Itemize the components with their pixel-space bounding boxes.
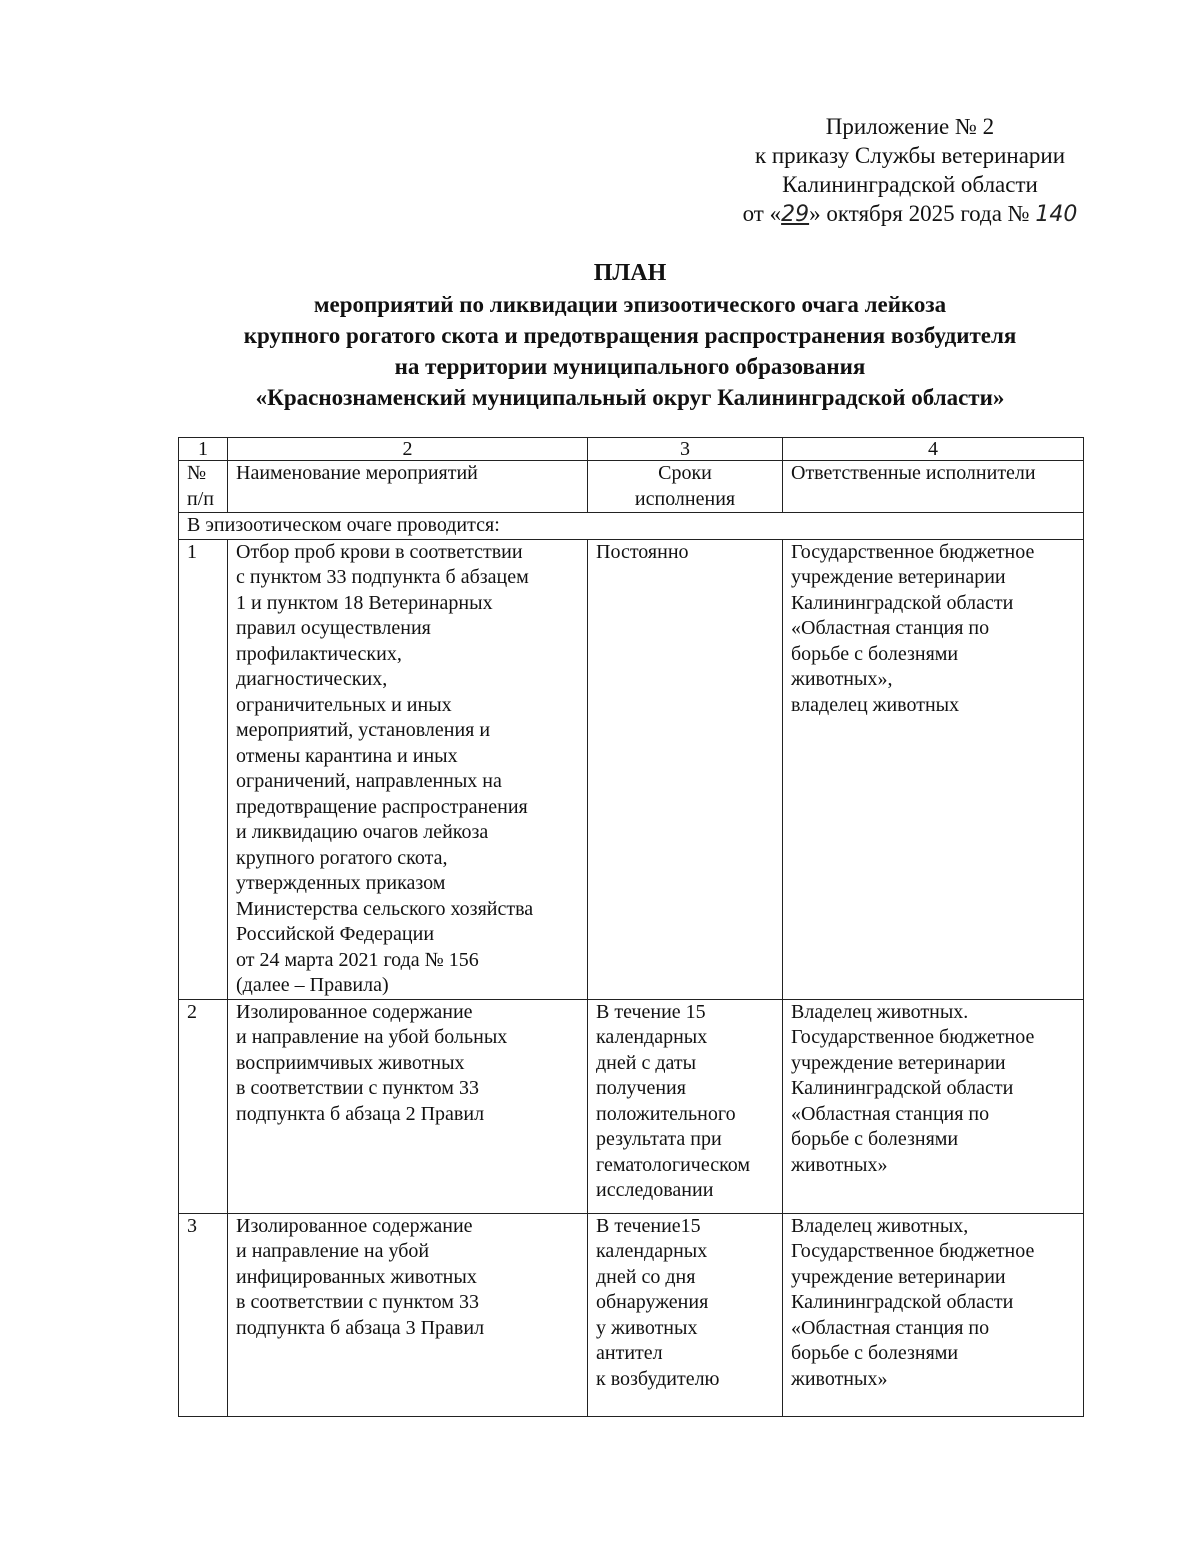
row-number: 2 xyxy=(179,999,228,1213)
title-heading: ПЛАН xyxy=(593,260,667,286)
section-title: В эпизоотическом очаге проводится: xyxy=(179,513,1084,540)
row-deadline: Постоянно xyxy=(588,539,783,999)
table-row xyxy=(179,539,1084,999)
row-responsible: Государственное бюджетное учреждение ветеринарии Калининградской области «Областная станция по борьбе с болезнями животных», владелец животных xyxy=(783,539,1084,999)
column-number: 3 xyxy=(588,438,783,461)
header-responsible: Ответственные исполнители xyxy=(783,461,1084,513)
section-row xyxy=(179,513,1084,540)
row-activity: Изолированное содержание и направление на убой больных восприимчивых животных в соответствии с пунктом 33 подпункта б абзаца 2 Правил xyxy=(228,999,588,1213)
title-line-3: на территории муниципального образования xyxy=(394,354,866,379)
row-deadline: В течение15 календарных дней со дня обнаружения у животных антител к возбудителю xyxy=(588,1213,783,1416)
date-middle: » октября 2025 года № xyxy=(809,201,1036,226)
document-title xyxy=(100,258,1160,413)
row-number: 1 xyxy=(179,539,228,999)
column-number: 4 xyxy=(783,438,1084,461)
table-row xyxy=(179,999,1084,1213)
row-responsible: Владелец животных. Государственное бюджетное учреждение ветеринарии Калининградской области «Областная станция по борьбе с болезнями животных» xyxy=(783,999,1084,1213)
title-line-1: мероприятий по ликвидации эпизоотического очага лейкоза xyxy=(313,292,947,317)
row-responsible: Владелец животных, Государственное бюджетное учреждение ветеринарии Калининградской области «Областная станция по борьбе с болезнями животных» xyxy=(783,1213,1084,1416)
handwritten-order-number: 140 xyxy=(1035,202,1078,227)
handwritten-day: 29 xyxy=(781,202,810,227)
date-prefix: от « xyxy=(742,201,782,226)
table-row xyxy=(179,1213,1084,1416)
title-line-4: «Краснознаменский муниципальный округ Калининградской области» xyxy=(255,385,1005,410)
appendix-number: Приложение № 2 xyxy=(825,114,995,139)
appendix-order-ref: к приказу Службы ветеринарии xyxy=(754,143,1066,168)
row-deadline: В течение 15 календарных дней с даты получения положительного результата при гематологическом исследовании xyxy=(588,999,783,1213)
header-row xyxy=(179,461,1084,513)
title-line-2: крупного рогатого скота и предотвращения распространения возбудителя xyxy=(243,323,1017,348)
row-activity: Отбор проб крови в соответствии с пунктом 33 подпункта б абзацем 1 и пунктом 18 Ветеринарных правил осуществления профилактических, диагностических, ограничительных и иных мероприятий, установления и отмены карантина и иных ограничений, направленных на предотвращение распространения и ликвидацию очагов лейкоза крупного рогатого скота, утвержденных приказом Министерства сельского хозяйства Российской Федерации от 24 марта 2021 года № 156 (далее – Правила) xyxy=(228,539,588,999)
header-deadline: Сроки исполнения xyxy=(588,461,783,513)
row-number: 3 xyxy=(179,1213,228,1416)
column-number: 1 xyxy=(179,438,228,461)
header-name: Наименование мероприятий xyxy=(228,461,588,513)
row-activity: Изолированное содержание и направление на убой инфицированных животных в соответствии с пунктом 33 подпункта б абзаца 3 Правил xyxy=(228,1213,588,1416)
header-number: № п/п xyxy=(179,461,228,513)
appendix-region: Калининградской области xyxy=(782,172,1038,197)
appendix-date-line xyxy=(700,199,1120,229)
column-number-row xyxy=(179,438,1084,461)
plan-table xyxy=(178,437,1084,1417)
appendix-block xyxy=(700,112,1120,229)
column-number: 2 xyxy=(228,438,588,461)
